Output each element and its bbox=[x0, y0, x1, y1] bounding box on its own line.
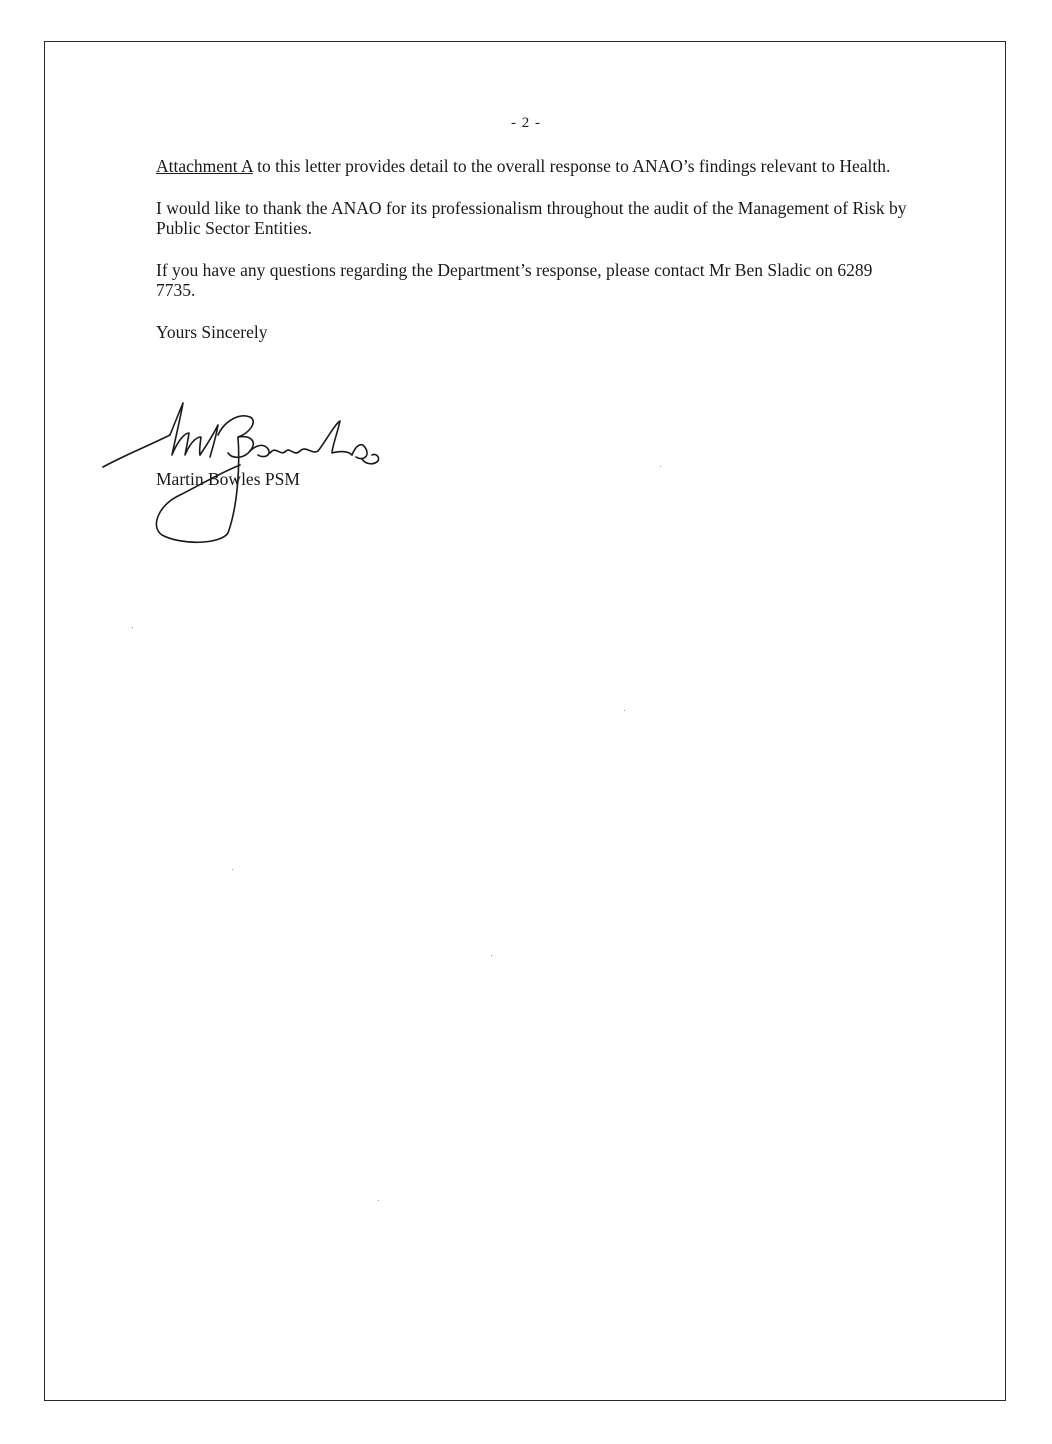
scan-speck bbox=[132, 627, 133, 628]
handwritten-signature bbox=[100, 395, 390, 555]
closing-salutation: Yours Sincerely bbox=[156, 322, 268, 342]
page-number: - 2 - bbox=[511, 115, 541, 131]
attachment-reference: Attachment A bbox=[156, 156, 253, 176]
signatory-name: Martin Bowles PSM bbox=[156, 469, 300, 489]
paragraph-contact: If you have any questions regarding the Department’s response, please contact Mr Ben Sladic on 6289 7735. bbox=[156, 260, 873, 300]
scan-speck bbox=[378, 1200, 379, 1201]
scan-speck bbox=[232, 869, 233, 870]
scan-speck bbox=[624, 710, 625, 711]
paragraph-thanks: I would like to thank the ANAO for its professionalism throughout the audit of the Management of Risk by Public Sector Entities. bbox=[156, 198, 907, 238]
paragraph-attachment bbox=[156, 156, 916, 176]
scan-speck bbox=[491, 955, 492, 956]
scan-speck bbox=[660, 466, 661, 467]
letter-body bbox=[156, 156, 916, 342]
signature-icon bbox=[100, 395, 390, 555]
paragraph-attachment-text: to this letter provides detail to the overall response to ANAO’s findings relevant to Health. bbox=[252, 156, 891, 176]
